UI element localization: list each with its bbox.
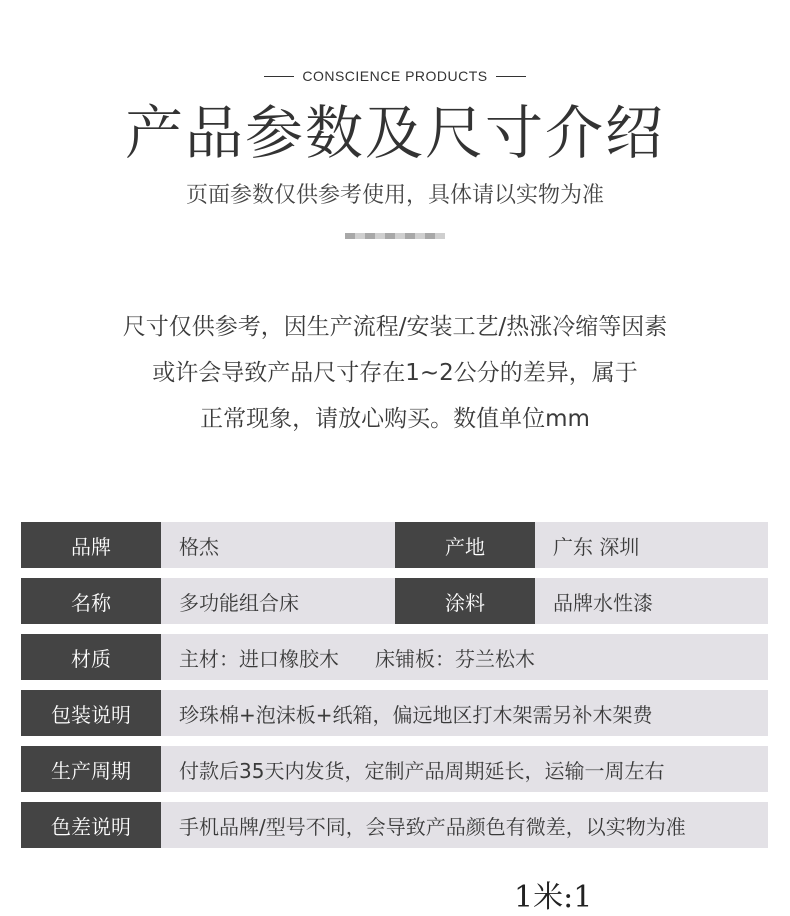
top-label-text: CONSCIENCE PRODUCTS	[302, 68, 488, 84]
spec-row-cycle	[21, 746, 768, 792]
cycle-label: 生产周期	[21, 746, 161, 792]
page-title: 产品参数及尺寸介绍	[124, 99, 665, 167]
left-rule	[264, 76, 294, 77]
spec-row-packing	[21, 690, 768, 736]
name-value: 多功能组合床	[161, 578, 395, 624]
spec-row-name-paint	[21, 578, 768, 624]
spec-row-brand-origin	[21, 522, 768, 568]
packing-value: 珍珠棉+泡沫板+纸箱，偏远地区打木架需另补木架费	[161, 690, 768, 736]
material-value	[161, 634, 768, 680]
notice-line-1: 尺寸仅供参考，因生产流程/安装工艺/热涨冷缩等因素	[122, 314, 668, 340]
size-notice	[0, 304, 790, 442]
origin-value: 广东 深圳	[535, 522, 768, 568]
color-value: 手机品牌/型号不同，会导致产品颜色有微差，以实物为准	[161, 802, 768, 848]
material-label: 材质	[21, 634, 161, 680]
color-label: 色差说明	[21, 802, 161, 848]
notice-line-3: 正常现象，请放心购买。数值单位mm	[200, 406, 590, 432]
right-rule	[496, 76, 526, 77]
page-subtitle: 页面参数仅供参考使用，具体请以实物为准	[185, 183, 604, 208]
material-main: 主材：进口橡胶木	[179, 646, 339, 671]
paint-label: 涂料	[395, 578, 535, 624]
brand-value: 格杰	[161, 522, 395, 568]
spec-row-material	[21, 634, 768, 680]
material-board: 床铺板：芬兰松木	[375, 646, 535, 671]
notice-line-2: 或许会导致产品尺寸存在1~2公分的差异，属于	[152, 360, 638, 386]
name-label: 名称	[21, 578, 161, 624]
origin-label: 产地	[395, 522, 535, 568]
spec-row-color	[21, 802, 768, 848]
paint-value: 品牌水性漆	[535, 578, 768, 624]
packing-label: 包装说明	[21, 690, 161, 736]
accent-bar	[345, 233, 445, 239]
brand-label: 品牌	[21, 522, 161, 568]
top-label	[0, 66, 790, 86]
cycle-value: 付款后35天内发货，定制产品周期延长，运输一周左右	[161, 746, 768, 792]
footer-partial-text: 1米:1	[514, 880, 593, 915]
